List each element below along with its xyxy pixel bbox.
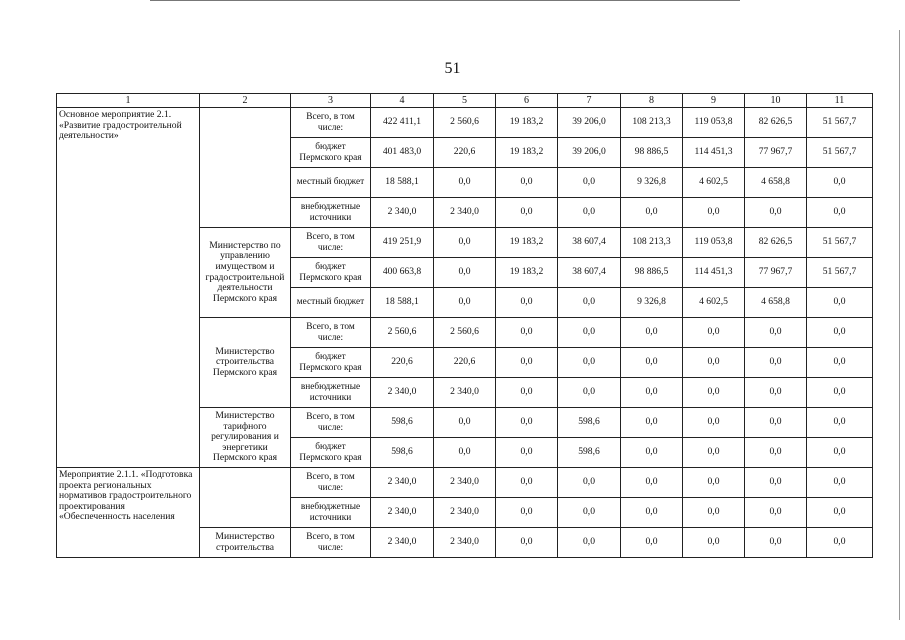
value-cell: 114 451,3	[683, 138, 745, 168]
executor-cell: Министерство по управлению имуществом и градостроительной деятельности Пермского края	[200, 228, 291, 318]
value-cell: 0,0	[745, 438, 807, 468]
value-cell: 2 340,0	[434, 378, 496, 408]
value-cell: 0,0	[496, 318, 558, 348]
value-cell: 2 340,0	[371, 468, 434, 498]
value-cell: 0,0	[496, 288, 558, 318]
value-cell: 119 053,8	[683, 228, 745, 258]
value-cell: 119 053,8	[683, 108, 745, 138]
value-cell: 0,0	[807, 528, 873, 558]
executor-cell: Министерство строительства Пермского края	[200, 318, 291, 408]
funding-source: Всего, в том числе:	[291, 408, 371, 438]
header-row	[57, 94, 873, 108]
value-cell: 108 213,3	[621, 108, 683, 138]
value-cell: 2 340,0	[434, 528, 496, 558]
value-cell: 77 967,7	[745, 258, 807, 288]
funding-source: Всего, в том числе:	[291, 108, 371, 138]
executor-cell: Министерство строительства	[200, 528, 291, 558]
value-cell: 0,0	[434, 168, 496, 198]
value-cell: 422 411,1	[371, 108, 434, 138]
value-cell: 0,0	[558, 498, 621, 528]
value-cell: 0,0	[683, 498, 745, 528]
value-cell: 0,0	[621, 198, 683, 228]
activity-name: Основное мероприятие 2.1. «Развитие градостроительной деятельности»	[57, 108, 200, 468]
page-number: 51	[444, 60, 461, 77]
column-header: 7	[558, 94, 621, 108]
value-cell: 2 340,0	[371, 378, 434, 408]
value-cell: 4 658,8	[745, 288, 807, 318]
value-cell: 401 483,0	[371, 138, 434, 168]
value-cell: 19 183,2	[496, 108, 558, 138]
value-cell: 0,0	[621, 528, 683, 558]
scan-edge-top	[150, 0, 740, 1]
value-cell: 51 567,7	[807, 228, 873, 258]
value-cell: 0,0	[621, 378, 683, 408]
value-cell: 0,0	[745, 528, 807, 558]
value-cell: 51 567,7	[807, 258, 873, 288]
column-header: 10	[745, 94, 807, 108]
funding-source: бюджет Пермского края	[291, 258, 371, 288]
value-cell: 0,0	[558, 528, 621, 558]
value-cell: 0,0	[745, 408, 807, 438]
value-cell: 0,0	[558, 318, 621, 348]
value-cell: 0,0	[807, 408, 873, 438]
value-cell: 0,0	[621, 498, 683, 528]
value-cell: 114 451,3	[683, 258, 745, 288]
value-cell: 0,0	[558, 378, 621, 408]
value-cell: 19 183,2	[496, 258, 558, 288]
value-cell: 0,0	[807, 438, 873, 468]
value-cell: 598,6	[371, 438, 434, 468]
value-cell: 98 886,5	[621, 138, 683, 168]
value-cell: 0,0	[621, 408, 683, 438]
value-cell: 220,6	[434, 348, 496, 378]
value-cell: 0,0	[683, 408, 745, 438]
value-cell: 0,0	[434, 258, 496, 288]
value-cell: 0,0	[807, 468, 873, 498]
value-cell: 2 340,0	[371, 498, 434, 528]
funding-source: Всего, в том числе:	[291, 468, 371, 498]
funding-source: внебюджетные источники	[291, 498, 371, 528]
value-cell: 400 663,8	[371, 258, 434, 288]
value-cell: 0,0	[683, 348, 745, 378]
value-cell: 4 602,5	[683, 288, 745, 318]
funding-source: бюджет Пермского края	[291, 438, 371, 468]
value-cell: 598,6	[371, 408, 434, 438]
value-cell: 2 340,0	[434, 498, 496, 528]
executor-cell	[200, 468, 291, 528]
budget-table	[56, 93, 873, 558]
value-cell: 0,0	[683, 438, 745, 468]
value-cell: 0,0	[807, 288, 873, 318]
funding-source: бюджет Пермского края	[291, 348, 371, 378]
value-cell: 2 560,6	[434, 318, 496, 348]
value-cell: 0,0	[496, 528, 558, 558]
value-cell: 19 183,2	[496, 228, 558, 258]
value-cell: 0,0	[745, 318, 807, 348]
value-cell: 51 567,7	[807, 108, 873, 138]
value-cell: 419 251,9	[371, 228, 434, 258]
value-cell: 0,0	[496, 408, 558, 438]
value-cell: 108 213,3	[621, 228, 683, 258]
value-cell: 0,0	[621, 348, 683, 378]
value-cell: 2 340,0	[434, 468, 496, 498]
column-header: 2	[200, 94, 291, 108]
value-cell: 0,0	[558, 168, 621, 198]
value-cell: 0,0	[683, 378, 745, 408]
funding-source: Всего, в том числе:	[291, 228, 371, 258]
activity-name: Мероприятие 2.1.1. «Подготовка проекта региональных нормативов градостроительного проектирования «Обеспеченность населения	[57, 468, 200, 558]
value-cell: 0,0	[621, 468, 683, 498]
value-cell: 0,0	[745, 198, 807, 228]
value-cell: 598,6	[558, 438, 621, 468]
value-cell: 0,0	[745, 468, 807, 498]
value-cell: 220,6	[434, 138, 496, 168]
column-header: 11	[807, 94, 873, 108]
funding-source: Всего, в том числе:	[291, 528, 371, 558]
value-cell: 0,0	[558, 198, 621, 228]
column-header: 9	[683, 94, 745, 108]
column-header: 5	[434, 94, 496, 108]
value-cell: 0,0	[434, 438, 496, 468]
value-cell: 0,0	[683, 318, 745, 348]
value-cell: 220,6	[371, 348, 434, 378]
value-cell: 0,0	[683, 198, 745, 228]
value-cell: 4 602,5	[683, 168, 745, 198]
column-header: 1	[57, 94, 200, 108]
value-cell: 4 658,8	[745, 168, 807, 198]
value-cell: 98 886,5	[621, 258, 683, 288]
value-cell: 0,0	[621, 438, 683, 468]
value-cell: 0,0	[496, 498, 558, 528]
value-cell: 9 326,8	[621, 288, 683, 318]
value-cell: 0,0	[496, 168, 558, 198]
value-cell: 0,0	[745, 378, 807, 408]
value-cell: 0,0	[745, 348, 807, 378]
value-cell: 0,0	[496, 468, 558, 498]
value-cell: 2 340,0	[371, 528, 434, 558]
value-cell: 0,0	[683, 468, 745, 498]
value-cell: 0,0	[807, 498, 873, 528]
column-header: 8	[621, 94, 683, 108]
value-cell: 0,0	[558, 468, 621, 498]
column-header: 6	[496, 94, 558, 108]
funding-source: внебюджетные источники	[291, 378, 371, 408]
value-cell: 0,0	[496, 378, 558, 408]
value-cell: 0,0	[683, 528, 745, 558]
value-cell: 0,0	[434, 408, 496, 438]
value-cell: 0,0	[807, 378, 873, 408]
value-cell: 0,0	[558, 288, 621, 318]
value-cell: 0,0	[496, 438, 558, 468]
table-row	[57, 468, 873, 498]
value-cell: 0,0	[745, 498, 807, 528]
funding-source: Всего, в том числе:	[291, 318, 371, 348]
value-cell: 0,0	[621, 318, 683, 348]
funding-source: местный бюджет	[291, 168, 371, 198]
value-cell: 0,0	[807, 198, 873, 228]
scan-edge-right	[899, 30, 900, 620]
value-cell: 18 588,1	[371, 288, 434, 318]
value-cell: 77 967,7	[745, 138, 807, 168]
value-cell: 0,0	[434, 228, 496, 258]
value-cell: 0,0	[807, 318, 873, 348]
executor-cell	[200, 108, 291, 228]
funding-source: бюджет Пермского края	[291, 138, 371, 168]
value-cell: 9 326,8	[621, 168, 683, 198]
value-cell: 19 183,2	[496, 138, 558, 168]
executor-cell: Министерство тарифного регулирования и энергетики Пермского края	[200, 408, 291, 468]
value-cell: 2 560,6	[434, 108, 496, 138]
value-cell: 18 588,1	[371, 168, 434, 198]
value-cell: 2 340,0	[371, 198, 434, 228]
table-row	[57, 108, 873, 138]
value-cell: 82 626,5	[745, 108, 807, 138]
value-cell: 2 560,6	[371, 318, 434, 348]
value-cell: 82 626,5	[745, 228, 807, 258]
value-cell: 0,0	[807, 348, 873, 378]
value-cell: 51 567,7	[807, 138, 873, 168]
value-cell: 598,6	[558, 408, 621, 438]
column-header: 3	[291, 94, 371, 108]
value-cell: 39 206,0	[558, 108, 621, 138]
value-cell: 38 607,4	[558, 228, 621, 258]
value-cell: 39 206,0	[558, 138, 621, 168]
value-cell: 38 607,4	[558, 258, 621, 288]
value-cell: 0,0	[807, 168, 873, 198]
value-cell: 0,0	[496, 198, 558, 228]
column-header: 4	[371, 94, 434, 108]
funding-source: местный бюджет	[291, 288, 371, 318]
value-cell: 2 340,0	[434, 198, 496, 228]
value-cell: 0,0	[558, 348, 621, 378]
funding-source: внебюджетные источники	[291, 198, 371, 228]
value-cell: 0,0	[434, 288, 496, 318]
value-cell: 0,0	[496, 348, 558, 378]
